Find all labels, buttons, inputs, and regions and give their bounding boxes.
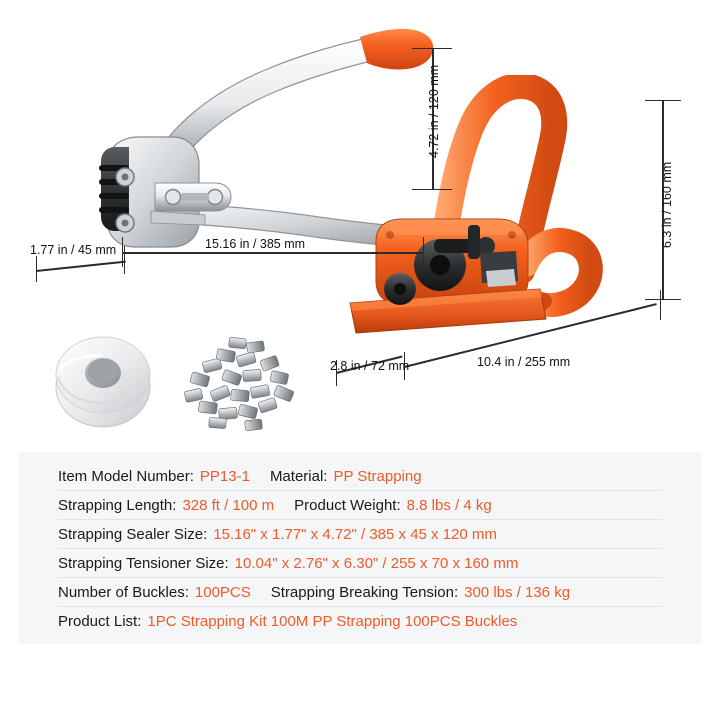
dimtick-sealer-length-right	[423, 237, 424, 267]
pp-strapping-coil	[48, 325, 158, 435]
spec-label: Strapping Tensioner Size:	[58, 554, 229, 572]
spec-value: 8.8 lbs / 4 kg	[406, 496, 492, 514]
dimtick-sealer-width-left	[36, 256, 37, 282]
spec-row	[18, 607, 702, 635]
spec-label: Strapping Breaking Tension:	[270, 583, 459, 601]
spec-label: Item Model Number:	[58, 467, 194, 485]
spec-label: Product List:	[58, 612, 142, 630]
dimtick-tensioner-height-bottom	[645, 299, 681, 300]
spec-label: Number of Buckles:	[58, 583, 189, 601]
spec-value: PP Strapping	[333, 467, 422, 485]
spec-row	[18, 578, 702, 606]
spec-value: 15.16" x 1.77" x 4.72" / 385 x 45 x 120 mm	[213, 525, 497, 543]
dimlabel-sealer-height: 4.72 in / 120 mm	[427, 64, 441, 158]
spec-value: 328 ft / 100 m	[182, 496, 275, 514]
spec-row	[18, 520, 702, 548]
spec-value: 100PCS	[194, 583, 251, 601]
spec-row	[18, 462, 702, 490]
dimlabel-sealer-width: 1.77 in / 45 mm	[30, 243, 117, 257]
spec-row	[18, 491, 702, 519]
specification-panel	[18, 452, 702, 644]
spec-value: 1PC Strapping Kit 100M PP Strapping 100PCS Buckles	[147, 612, 518, 630]
spec-label: Material:	[269, 467, 328, 485]
spec-label: Strapping Sealer Size:	[58, 525, 208, 543]
dimtick-tensioner-length-right	[660, 290, 661, 320]
spec-row	[18, 549, 702, 577]
spec-label: Strapping Length:	[58, 496, 177, 514]
metal-buckles-pile	[175, 330, 310, 435]
spec-label: Product Weight:	[294, 496, 401, 514]
dimline-sealer-length	[122, 252, 424, 254]
strapping-tensioner-tool	[330, 75, 670, 345]
dimtick-sealer-height-top	[412, 48, 452, 49]
dimlabel-tensioner-height: 6.3 in / 160 mm	[660, 161, 674, 248]
spec-value: PP13-1	[199, 467, 250, 485]
dimtick-sealer-width-right	[124, 246, 125, 274]
spec-value: 10.04" x 2.76" x 6.30" / 255 x 70 x 160 mm	[234, 554, 519, 572]
dimtick-tensioner-height-top	[645, 100, 681, 101]
dimlabel-tensioner-length: 10.4 in / 255 mm	[477, 355, 571, 369]
spec-value: 300 lbs / 136 kg	[464, 583, 571, 601]
dimtick-sealer-height-bottom	[412, 189, 452, 190]
dimlabel-tensioner-width: 2.8 in / 72 mm	[330, 359, 410, 373]
dimlabel-sealer-length: 15.16 in / 385 mm	[205, 237, 306, 251]
